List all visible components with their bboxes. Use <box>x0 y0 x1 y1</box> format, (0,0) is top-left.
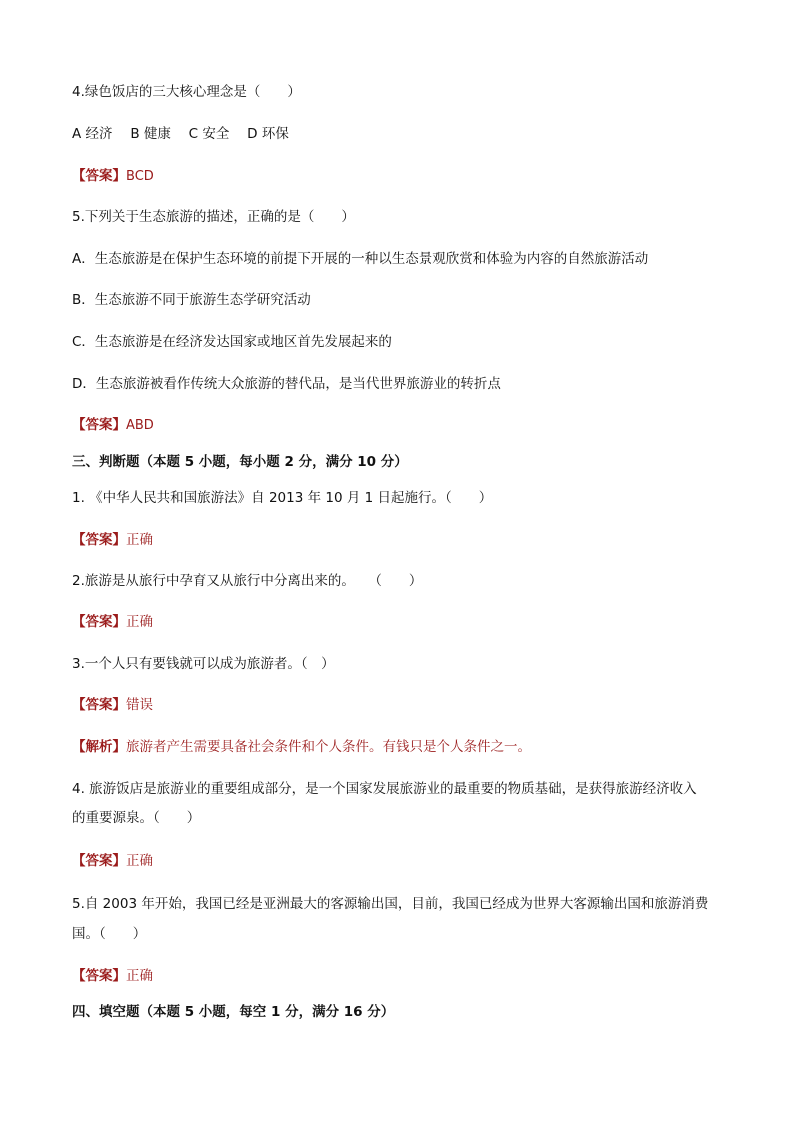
answer-value: BCD <box>126 169 154 184</box>
answer-tag: 【答案】 <box>72 168 126 184</box>
judge-item-4-answer <box>72 851 732 871</box>
answer-value: 正确 <box>126 614 153 630</box>
judge-item-4-stem-line-2: 的重要源泉。（ ） <box>72 810 201 826</box>
answer-tag: 【答案】 <box>72 532 126 548</box>
answer-value: 正确 <box>126 968 153 984</box>
judge-item-5-stem-line-1: 5.自 2003 年开始，我国已经是亚洲最大的客源输出国，目前，我国已经成为世界大客源输出国和旅游消费 <box>72 896 709 912</box>
section-4-title: 四、填空题（本题 5 小题，每空 1 分，满分 16 分） <box>72 1004 395 1020</box>
judge-item-1-answer <box>72 530 732 550</box>
judge-item-2-stem: 2.旅游是从旅行中孕育又从旅行中分离出来的。 （ ） <box>72 573 423 589</box>
answer-value: 错误 <box>126 697 153 713</box>
answer-value: 正确 <box>126 853 153 869</box>
question-5-option-b: B．生态旅游不同于旅游生态学研究活动 <box>72 292 311 308</box>
question-4-stem: 4.绿色饭店的三大核心理念是（ ） <box>72 84 301 100</box>
judge-item-3-analysis <box>72 737 732 757</box>
question-5-option-a: A．生态旅游是在保护生态环境的前提下开展的一种以生态景观欣赏和体验为内容的自然旅游活动 <box>72 251 649 267</box>
question-4-options: A 经济 B 健康 C 安全 D 环保 <box>72 126 289 142</box>
answer-value: 正确 <box>126 532 153 548</box>
answer-tag: 【答案】 <box>72 853 126 869</box>
judge-item-3-answer <box>72 695 732 715</box>
section-3-title: 三、判断题（本题 5 小题，每小题 2 分，满分 10 分） <box>72 454 408 470</box>
judge-item-3-stem: 3.一个人只有要钱就可以成为旅游者。（ ） <box>72 656 335 672</box>
answer-tag: 【答案】 <box>72 697 126 713</box>
judge-item-1-stem: 1. 《中华人民共和国旅游法》自 2013 年 10 月 1 日起施行。（ ） <box>72 490 493 506</box>
analysis-text: 旅游者产生需要具备社会条件和个人条件。有钱只是个人条件之一。 <box>126 739 531 755</box>
judge-item-5-answer <box>72 966 732 986</box>
question-4-answer <box>72 166 732 187</box>
question-5-answer <box>72 415 732 436</box>
judge-item-2-answer <box>72 612 732 632</box>
question-5-option-d: D．生态旅游被看作传统大众旅游的替代品，是当代世界旅游业的转折点 <box>72 376 501 392</box>
judge-item-4-stem-line-1: 4. 旅游饭店是旅游业的重要组成部分，是一个国家发展旅游业的最重要的物质基础，是获得旅游经济收入 <box>72 781 697 797</box>
question-5-stem: 5.下列关于生态旅游的描述，正确的是（ ） <box>72 209 355 225</box>
answer-value: ABD <box>126 418 154 433</box>
answer-tag: 【答案】 <box>72 968 126 984</box>
judge-item-5-stem-line-2: 国。（ ） <box>72 926 147 942</box>
answer-tag: 【答案】 <box>72 417 126 433</box>
answer-tag: 【答案】 <box>72 614 126 630</box>
question-5-option-c: C．生态旅游是在经济发达国家或地区首先发展起来的 <box>72 334 392 350</box>
analysis-tag: 【解析】 <box>72 739 126 755</box>
